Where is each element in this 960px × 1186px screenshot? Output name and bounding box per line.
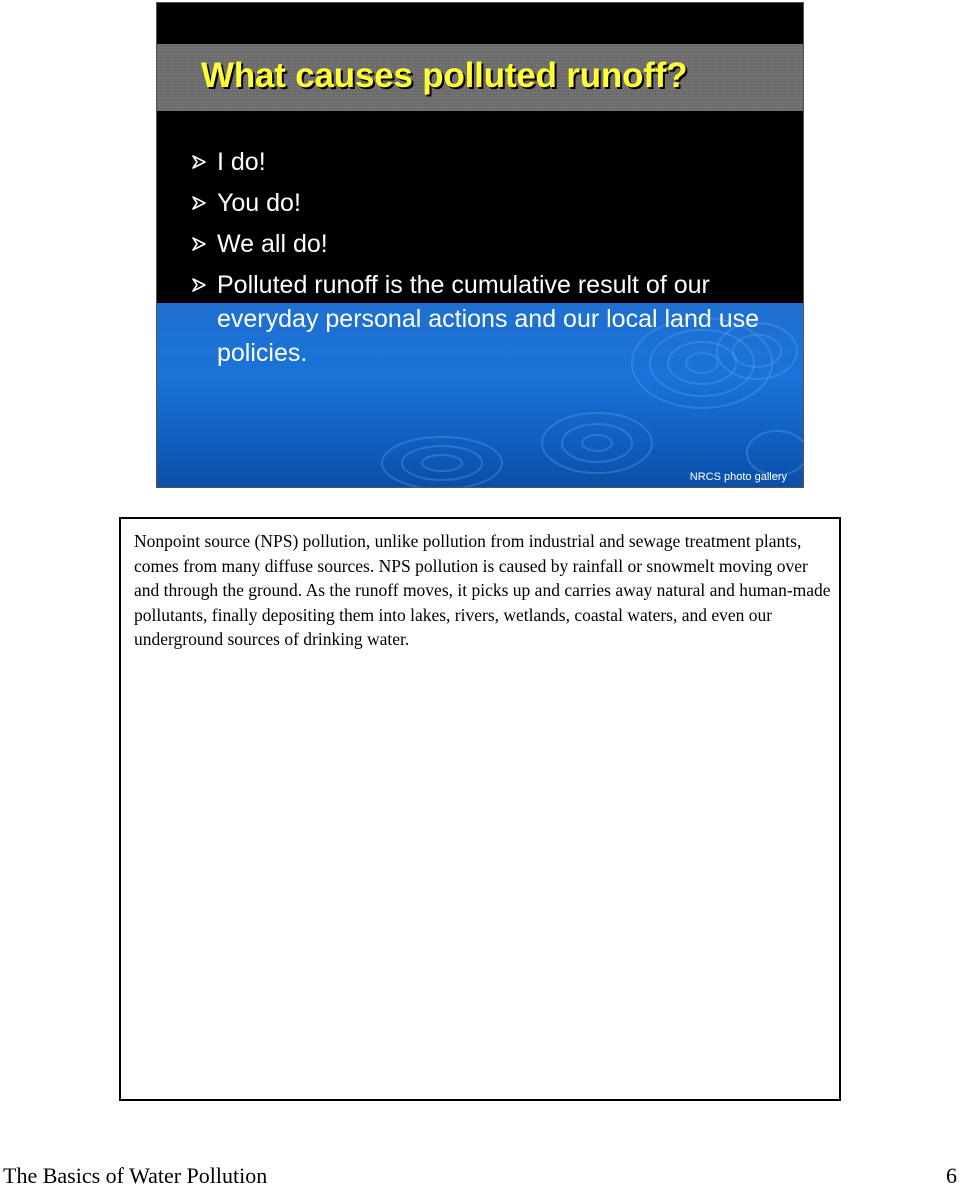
slide-image [156, 2, 804, 488]
bullet-item [191, 186, 791, 220]
slide-title: What causes polluted runoff? [201, 56, 688, 95]
bullet-list [191, 145, 791, 377]
page-number: 6 [946, 1163, 957, 1186]
bullet-text: I do! [217, 148, 266, 176]
bullet-text: Polluted runoff is the cumulative result of our everyday personal actions and our local land use policies. [217, 271, 760, 367]
arrowhead-icon [191, 195, 207, 211]
bullet-item [191, 268, 791, 370]
arrowhead-icon [191, 277, 207, 293]
arrowhead-icon [191, 154, 207, 170]
bullet-text: You do! [217, 189, 301, 217]
bullet-item [191, 227, 791, 261]
footer-title: The Basics of Water Pollution [3, 1163, 268, 1186]
notes-box [119, 517, 841, 1101]
bullet-item [191, 145, 791, 179]
bullet-text: We all do! [217, 230, 328, 258]
arrowhead-icon [191, 236, 207, 252]
photo-credit: NRCS photo gallery [689, 471, 787, 483]
notes-text: Nonpoint source (NPS) pollution, unlike pollution from industrial and sewage treatment plants, comes from many diffuse sources. NPS pollution is caused by rainfall or snowmelt moving over and through the ground. As the runoff moves, it picks up and carries away natural and human-made pollutants, finally depositing them into lakes, rivers, wetlands, coastal waters, and even our underground sources of drinking water. [134, 531, 831, 650]
